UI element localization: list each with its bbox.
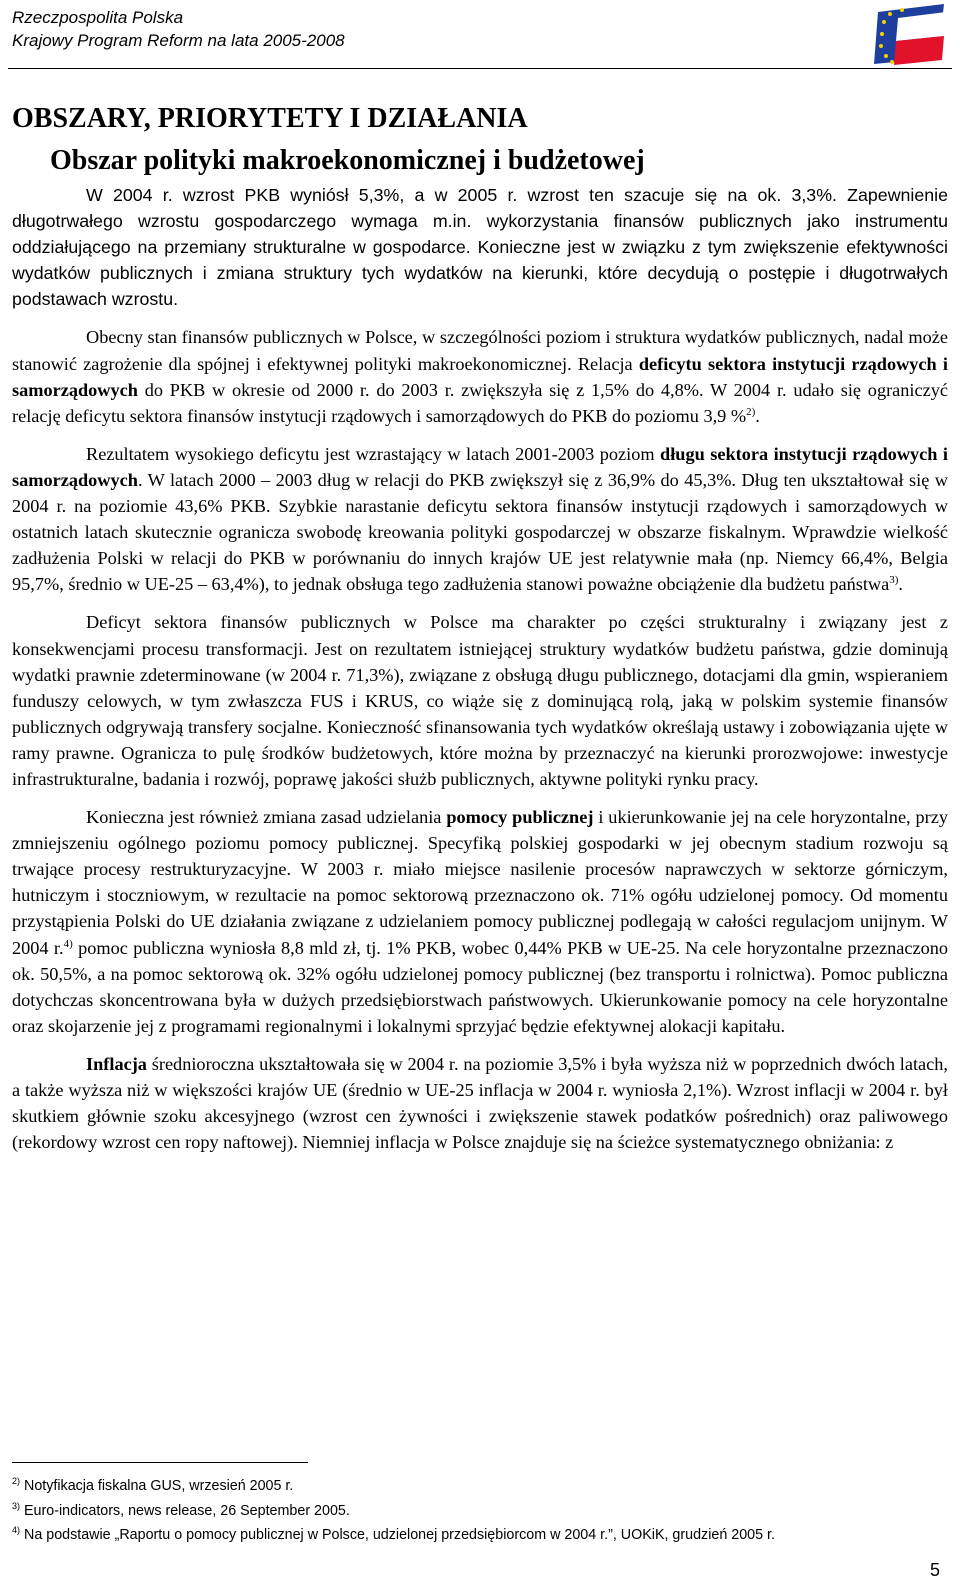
footnote-ref: 3) <box>889 574 899 587</box>
footnote-ref: 2) <box>746 405 756 418</box>
page-header <box>12 6 345 52</box>
term-inflation: Inflacja <box>86 1053 147 1074</box>
footnote-item: $^{4)}$ Na podstawie „Raportu o pomocy publicznej w Polsce, udzielonej przedsiębiorcom w 2004 r.”, UOKiK, grudzień 2005 r. <box>12 1525 775 1543</box>
paragraph-deficit: Obecny stan finansów publicznych w Polsce, w szczególności poziom i struktura wydatków publicznych, nadal może stanowić zagrożenie dla spójnej i efektywnej polityki makroekonomicznej. Relacja deficytu sektora instytucji rządowych i samorządowych do PKB w okresie od 2000 r. do 2003 r. zwiększyła się z 1,5% do 4,8%. W 2004 r. udało się ograniczyć relację deficytu sektora finansów instytucji rządowych i samorządowych do PKB do poziomu 3,9 %$^{2)}$. <box>12 327 948 426</box>
term-debt: długu sektora instytucji rządowych i samorządowych <box>12 443 948 490</box>
page-title: OBSZARY, PRIORYTETY I DZIAŁANIA <box>12 103 528 134</box>
header-divider <box>8 68 952 69</box>
footnotes <box>12 1474 775 1548</box>
header-title: Rzeczpospolita Polska <box>12 8 184 27</box>
footnote-ref: 4) <box>63 937 73 950</box>
eu-poland-flag-logo-icon <box>872 4 952 68</box>
footnote-divider <box>12 1462 308 1463</box>
page-number: 5 <box>929 1560 940 1580</box>
header-subtitle: Krajowy Program Reform na lata 2005-2008 <box>12 31 345 50</box>
paragraph-public-aid: Konieczna jest również zmiana zasad udzielania pomocy publicznej i ukierunkowanie jej na cele horyzontalne, przy zmniejszeniu ogólnego poziomu pomocy publicznej. Specyfiką polskiej gospodarki w jej obecnym stadium rozwoju są trwające procesy restrukturyzacyjne. W 2003 r. miało miejsce nasilenie procesów naprawczych w sektorze górniczym, hutniczym i stoczniowym, w rezultacie na pomoc sektorową przeznaczono ok. 71% ogółu udzielonej pomocy. Od momentu przystąpienia Polski do UE działania związane z udzielaniem pomocy publicznej podlegają w całości regulacjom unijnym. W 2004 r.$^{4)}$ pomoc publiczna wyniosła 8,8 mld zł, tj. 1% PKB, wobec 0,44% PKB w UE-25. Na cele horyzontalne przeznaczono ok. 50,5%, a na pomoc sektorową ok. 32% ogółu udzielonej pomocy publicznej (bez transportu i rolnictwa). Pomoc publiczna dotychczas skoncentrowana była w dużych przedsiębiorstwach państwowych. Ukierunkowanie pomocy na cele horyzontalne oraz skojarzenie jej z programami regionalnymi i lokalnymi sprzyjać będzie efektywnej alokacji kapitału. <box>12 807 949 1036</box>
paragraph-debt: Rezultatem wysokiego deficytu jest wzrastający w latach 2001-2003 poziom długu sektora instytucji rządowych i samorządowych. W latach 2000 – 2003 dług w relacji do PKB zwiększył się z 36,9% do 45,3%. Dług ten ukształtował się w 2004 r. na poziomie 43,6% PKB. Szybkie narastanie deficytu sektora finansów instytucji rządowych i samorządowych w ostatnich latach skutecznie ogranicza swobodę kreowania polityki gospodarczej w obszarze fiskalnym. Wprawdzie wielkość zadłużenia Polski w relacji do PKB w porównaniu do innych krajów UE jest relatywnie mała (np. Niemcy 66,4%, Belgia 95,7%, średnio w UE-25 – 63,4%), to jednak obsługa tego zadłużenia stanowi poważne obciążenie dla budżetu państwa$^{3)}$. <box>12 443 948 595</box>
term-public-aid: pomocy publicznej <box>446 807 594 828</box>
footnote-item: $^{3)}$ Euro-indicators, news release, 26 September 2005. <box>12 1500 350 1519</box>
section-title: Obszar polityki makroekonomicznej i budżetowej <box>50 145 645 176</box>
paragraph-inflation: Inflacja średnioroczna ukształtowała się w 2004 r. na poziomie 3,5% i była wyższa niż w poprzednich dwóch latach, a także wyższa niż w większości krajów UE (średnio w UE-25 inflacja w 2004 r. wyniosła 2,1%). Wzrost inflacji w 2004 r. był skutkiem głównie szoku akcesyjnego (wzrost cen żywności i zwiększenie stawek podatków pośrednich) oraz paliwowego (rekordowy wzrost cen ropy naftowej). Niemniej inflacja w Polsce znajduje się na ścieżce systematycznego obniżania: z <box>12 1053 948 1153</box>
paragraph-structural-deficit: Deficyt sektora finansów publicznych w Polsce ma charakter po części strukturalny i związany jest z konsekwencjami procesu transformacji. Jest on rezultatem istniejącej struktury wydatków budżetu państwa, gdzie dominują wydatki prawnie zdeterminowane (w 2004 r. 71,3%), związane z obsługą długu publicznego, dotacjami dla gmin, wspieraniem funduszy celowych, w tym zwłaszcza FUS i KRUS, co wiąże się z dominującą rolą, jaką w polskim systemie finansów publicznych odgrywają transfery socjalne. Konieczność sfinansowania tych wydatków określają ustawy i zobowiązania ujęte w ramy prawne. Ogranicza to pulę środków budżetowych, które można by przeznaczyć na kierunki prorozwojowe: inwestycje infrastrukturalne, badania i rozwój, poprawę jakości służb publicznych, aktywne polityki rynku pracy. <box>12 612 948 789</box>
footnote-item: $^{2)}$ Notyfikacja fiskalna GUS, wrzesień 2005 r. <box>12 1476 294 1494</box>
page-content <box>12 98 948 1155</box>
term-deficit: deficytu sektora instytucji rządowych i samorządowych <box>12 353 948 400</box>
intro-paragraph: W 2004 r. wzrost PKB wyniósł 5,3%, a w 2005 r. wzrost ten szacuje się na ok. 3,3%. Zapewnienie długotrwałego wzrostu gospodarczego wymaga m.in. wykorzystania finansów publicznych jako instrumentu oddziałującego na przemiany strukturalne w gospodarce. Konieczne jest w związku z tym zwiększenie efektywności wydatków publicznych i zmiana struktury tych wydatków na kierunki, które decydują o postępie i długotrwałych podstawach wzrostu. <box>12 185 948 310</box>
